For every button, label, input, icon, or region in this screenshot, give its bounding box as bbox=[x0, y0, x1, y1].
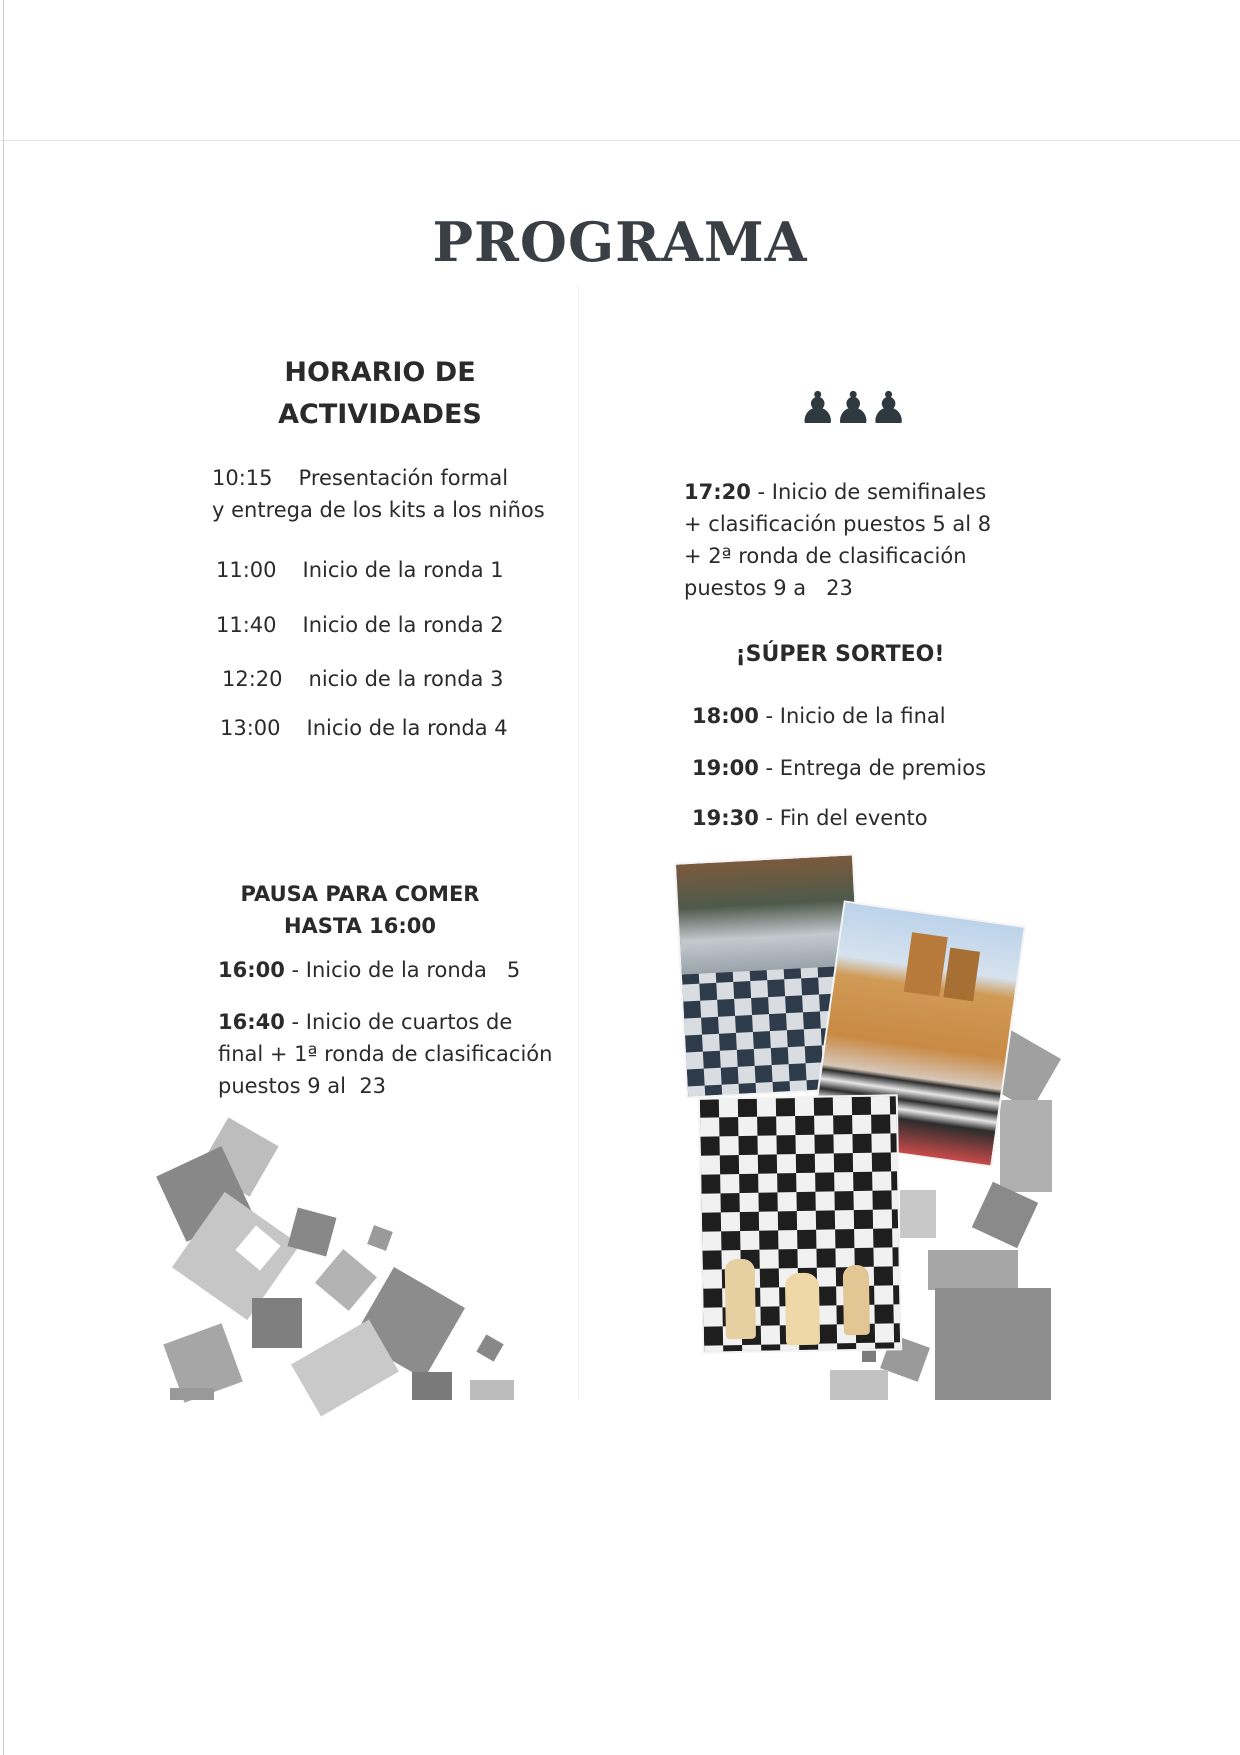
photo-giant-chess bbox=[698, 1094, 902, 1353]
final-entry bbox=[692, 704, 946, 728]
lunch-break-line2: HASTA 16:00 bbox=[283, 914, 437, 938]
lunch-break-line1: PAUSA PARA COMER bbox=[240, 882, 480, 906]
schedule-heading-line2: ACTIVIDADES bbox=[278, 399, 482, 430]
intro-entry bbox=[212, 462, 545, 526]
lunch-break-heading bbox=[210, 878, 510, 942]
scan-edge-line bbox=[0, 140, 1240, 141]
intro-time: 10:15 bbox=[212, 466, 273, 490]
intro-text-line2: y entrega de los kits a los niños bbox=[212, 498, 545, 522]
round-time: 11:00 bbox=[216, 558, 277, 582]
entry-text: - Fin del evento bbox=[765, 806, 928, 830]
schedule-heading-line1: HORARIO DE bbox=[284, 357, 476, 388]
column-divider bbox=[578, 285, 579, 1400]
entry-time: 17:20 bbox=[684, 480, 751, 504]
schedule-heading bbox=[200, 352, 560, 436]
round-time: 11:40 bbox=[216, 613, 277, 637]
semifinals-entry bbox=[684, 476, 991, 604]
entry-text: - Inicio de semifinales bbox=[757, 480, 987, 504]
chess-pawns-icon: ♟♟♟ bbox=[798, 383, 905, 434]
end-entry bbox=[692, 806, 928, 830]
entry-text-line2: + clasificación puestos 5 al 8 bbox=[684, 512, 992, 536]
round-text: Inicio de la ronda 4 bbox=[306, 716, 508, 740]
entry-time: 16:00 bbox=[218, 958, 285, 982]
round-1-entry bbox=[216, 558, 504, 582]
entry-number: 5 bbox=[506, 958, 521, 982]
super-draw-heading: ¡SÚPER SORTEO! bbox=[735, 642, 945, 667]
page-title: PROGRAMA bbox=[432, 210, 808, 274]
round-time: 12:20 bbox=[222, 667, 283, 691]
round-time: 13:00 bbox=[220, 716, 281, 740]
entry-text: - Inicio de la final bbox=[765, 704, 946, 728]
entry-time: 19:30 bbox=[692, 806, 759, 830]
entry-text-line2: final + 1ª ronda de clasificación bbox=[218, 1042, 553, 1066]
entry-text: - Inicio de la ronda bbox=[291, 958, 487, 982]
entry-number: 23 bbox=[826, 576, 853, 600]
entry-number: 23 bbox=[359, 1074, 387, 1098]
entry-time: 19:00 bbox=[692, 756, 759, 780]
entry-text-line4: puestos 9 a bbox=[684, 576, 807, 600]
round-text: Inicio de la ronda 1 bbox=[302, 558, 504, 582]
entry-time: 18:00 bbox=[692, 704, 759, 728]
entry-text: - Inicio de cuartos de bbox=[291, 1010, 513, 1034]
entry-text-line3: puestos 9 al bbox=[218, 1074, 346, 1098]
quarterfinals-entry bbox=[218, 1006, 552, 1102]
round-5-entry bbox=[218, 958, 520, 982]
entry-text: - Entrega de premios bbox=[765, 756, 987, 780]
entry-time: 16:40 bbox=[218, 1010, 285, 1034]
round-3-entry bbox=[222, 667, 503, 691]
round-text: nicio de la ronda 3 bbox=[308, 667, 504, 691]
round-text: Inicio de la ronda 2 bbox=[302, 613, 504, 637]
round-4-entry bbox=[220, 716, 508, 740]
entry-text-line3: + 2ª ronda de clasificación bbox=[684, 544, 967, 568]
round-2-entry bbox=[216, 613, 504, 637]
intro-text: Presentación formal bbox=[298, 466, 509, 490]
awards-entry bbox=[692, 756, 986, 780]
